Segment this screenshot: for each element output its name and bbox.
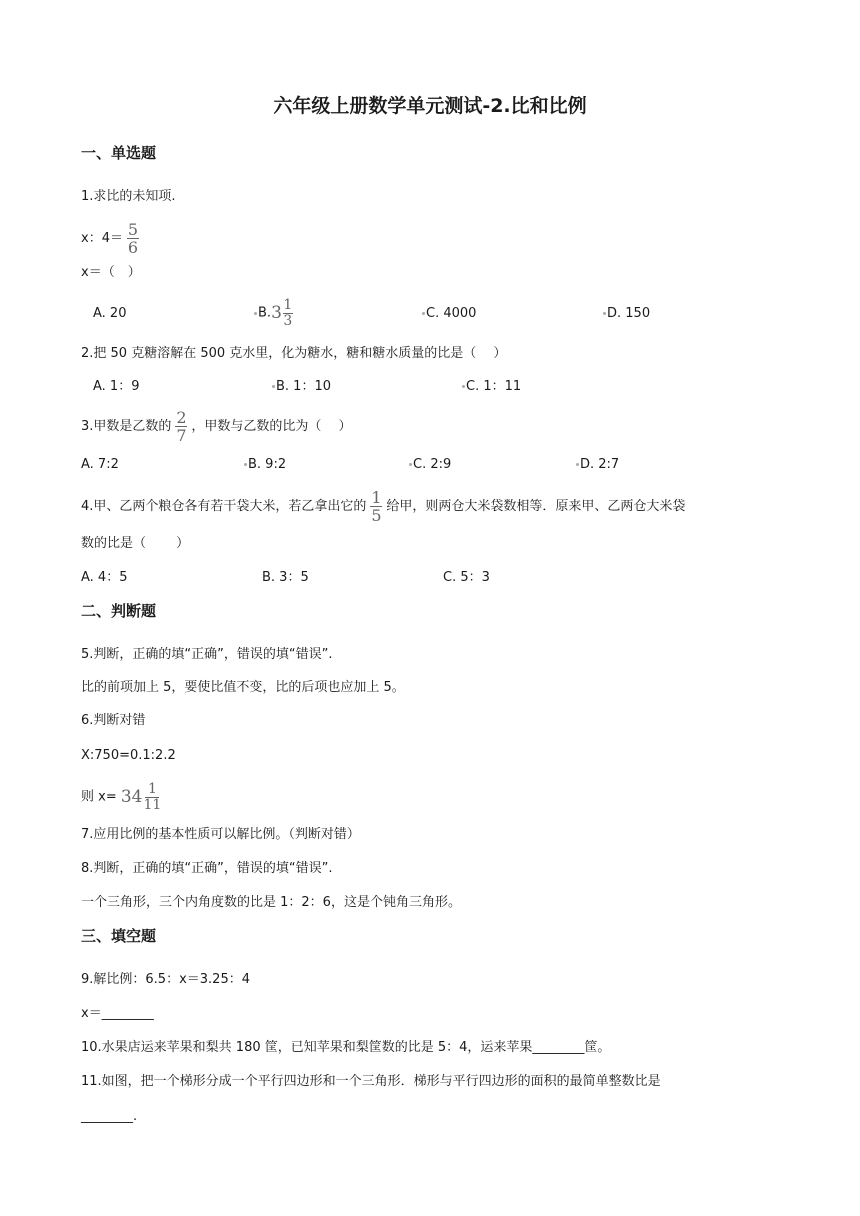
question-8-stem: 8.判断，正确的填“正确”，错误的填“错误”.	[81, 861, 333, 876]
question-3-stem: 3.甲数是乙数的 $\frac{2}{7}$ ，甲数与乙数的比为（ ）	[81, 408, 352, 445]
question-6-equation: X:750=0.1:2.2	[81, 748, 176, 763]
question-1-equation-left: x：4＝	[81, 231, 123, 246]
option-3a[interactable]: A. 7:2	[81, 457, 119, 472]
question-1-equation	[81, 222, 143, 255]
option-4c[interactable]: C. 5：3	[443, 570, 490, 585]
question-7-stem: 7.应用比例的基本性质可以解比例。（判断对错）	[81, 827, 360, 842]
fraction-1-5: $\frac{1}{5}$	[371, 488, 382, 525]
option-1b[interactable]: B. 3 $\frac{1}{3}$	[254, 298, 293, 329]
option-3b[interactable]: B. 9:2	[244, 455, 286, 475]
option-1a[interactable]: A. 20	[93, 306, 127, 321]
option-3c[interactable]: C. 2:9	[409, 455, 451, 475]
question-5-statement: 比的前项加上 5，要使比值不变，比的后项也应加上 5。	[81, 680, 405, 695]
option-2c[interactable]: C. 1：11	[462, 377, 521, 397]
question-6-stem: 6.判断对错	[81, 713, 146, 728]
page-title: 六年级上册数学单元测试-2.比和比例	[273, 95, 587, 117]
mixed-number-34-1-11: 34 $\frac{1}{11}$	[120, 780, 162, 813]
option-4b[interactable]: B. 3：5	[262, 570, 309, 585]
question-4-stem: 4.甲、乙两个粮仓各有若干袋大米，若乙拿出它的 $\frac{1}{5}$ 给甲，则两仓大米袋数相等．原来甲、乙两仓大米袋	[81, 488, 686, 525]
option-2a[interactable]: A. 1：9	[93, 379, 140, 394]
question-11-answer-blank[interactable]: ________.	[81, 1109, 138, 1124]
section-heading-fill-blank: 三、填空题	[81, 927, 157, 945]
fraction-2-7: $\frac{2}{7}$	[176, 408, 187, 445]
question-4-stem-cont: 数的比是（ ）	[81, 536, 190, 551]
option-4a[interactable]: A. 4：5	[81, 570, 128, 585]
fraction-5-6: $\frac{5}{6}$	[127, 220, 139, 257]
section-heading-single-choice: 一、单选题	[81, 144, 157, 162]
section-heading-true-false: 二、判断题	[81, 602, 157, 620]
question-1-stem: 1.求比的未知项.	[81, 189, 176, 204]
option-marker	[254, 312, 257, 315]
question-9-answer-blank[interactable]: x＝________	[81, 1006, 154, 1021]
question-10-stem: 10.水果店运来苹果和梨共 180 筐，已知苹果和梨筐数的比是 5：4，运来苹果________筐。	[81, 1040, 611, 1055]
option-3d[interactable]: D. 2:7	[576, 455, 619, 475]
question-6-claim: 则 x= 34 $\frac{1}{11}$	[81, 780, 162, 813]
question-11-stem: 11.如图，把一个梯形分成一个平行四边形和一个三角形．梯形与平行四边形的面积的最简单整数比是	[81, 1074, 661, 1089]
question-2-stem: 2.把 50 克糖溶解在 500 克水里，化为糖水，糖和糖水质量的比是（ ）	[81, 346, 507, 361]
question-9-stem: 9.解比例：6.5：x＝3.25：4	[81, 972, 250, 987]
mixed-number-3-1-3: 3 $\frac{1}{3}$	[271, 296, 293, 329]
question-1-ask: x＝（ ）	[81, 265, 141, 280]
option-2b[interactable]: B. 1：10	[272, 377, 331, 397]
question-5-stem: 5.判断，正确的填“正确”，错误的填“错误”.	[81, 647, 333, 662]
option-1d[interactable]: D. 150	[603, 304, 650, 324]
option-1c[interactable]: C. 4000	[422, 304, 476, 324]
question-8-statement: 一个三角形，三个内角度数的比是 1：2：6，这是个钝角三角形。	[81, 895, 461, 910]
